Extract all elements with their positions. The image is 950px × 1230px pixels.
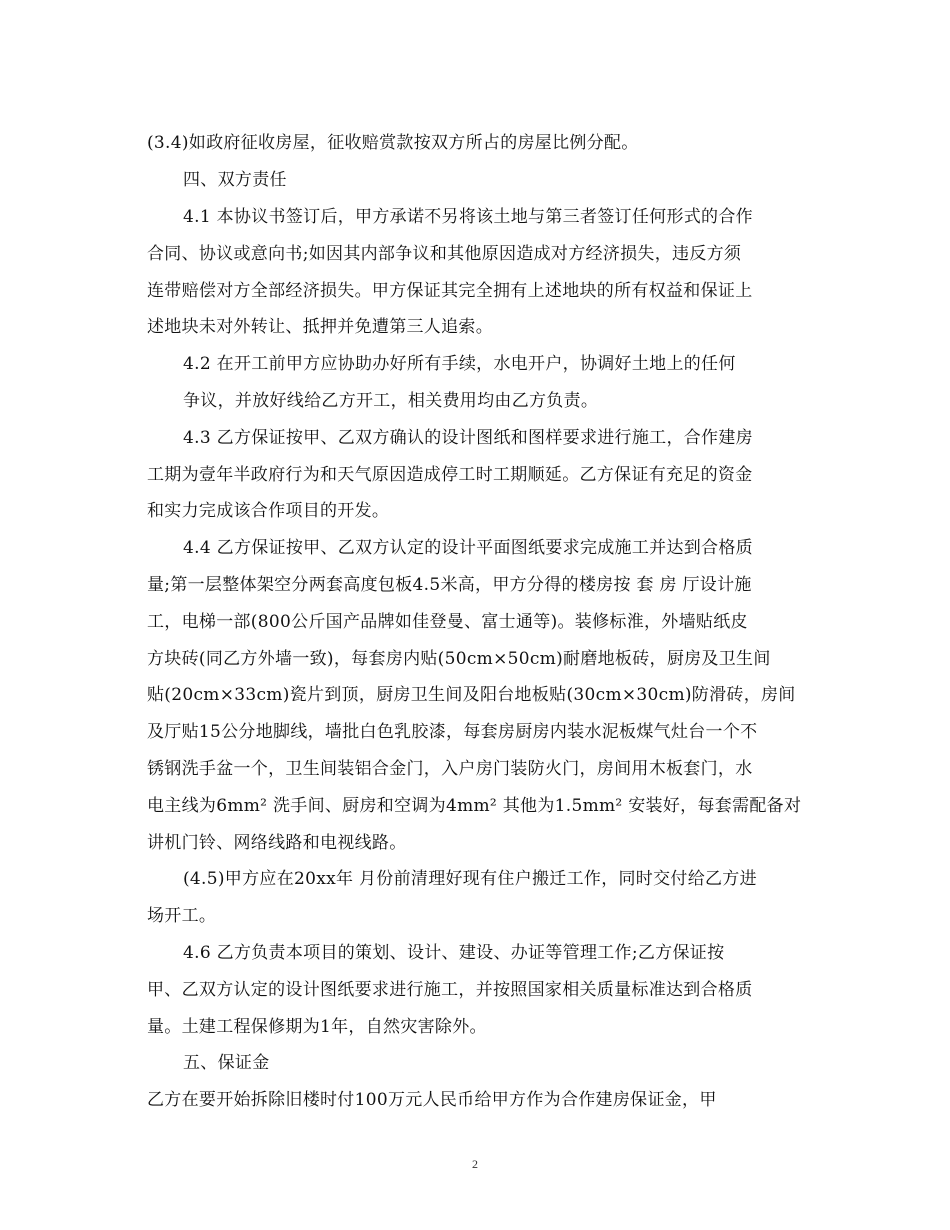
text-line: 及厅贴15公分地脚线，墙批白色乳胶漆，每套房厨房内装水泥板煤气灶台一个不: [147, 722, 758, 742]
text-line: (4.5)甲方应在20xx年 月份前清理好现有住户搬迁工作，同时交付给乙方进: [183, 869, 757, 889]
text-line: 4.3 乙方保证按甲、乙双方确认的设计图纸和图样要求进行施工，合作建房: [183, 428, 753, 448]
text-line: 4.4 乙方保证按甲、乙双方认定的设计平面图纸要求完成施工并达到合格质: [183, 538, 753, 558]
text-line: 讲机门铃、网络线路和电视线路。: [147, 833, 407, 853]
text-line: 贴(20cm×33cm)瓷片到顶，厨房卫生间及阳台地板贴(30cm×30cm)防滑砖，房间: [147, 685, 796, 705]
text-line: 4.1 本协议书签订后，甲方承诺不另将该土地与第三者签订任何形式的合作: [183, 207, 753, 227]
text-line: 述地块未对外转让、抵押并免遭第三人追索。: [147, 317, 493, 337]
text-line: 工期为壹年半政府行为和天气原因造成停工时工期顺延。乙方保证有充足的资金: [147, 465, 753, 485]
section-heading: 五、保证金: [183, 1053, 270, 1073]
text-line: 工，电梯一部(800公斤国产品牌如佳登曼、富士通等)。装修标淮，外墙贴纸皮: [147, 612, 748, 632]
text-line: 连带赔偿对方全部经济损失。甲方保证其完全拥有上述地块的所有权益和保证上: [147, 281, 753, 301]
text-line: 量。土建工程保修期为1年，自然灾害除外。: [147, 1017, 487, 1037]
text-line: 场开工。: [147, 906, 217, 926]
text-line: 乙方在要开始拆除旧楼时付100万元人民币给甲方作为合作建房保证金，甲: [147, 1090, 717, 1110]
text-line: 量;第一层整体架空分两套高度包板4.5米高，甲方分得的楼房按 套 房 厅设计施: [147, 575, 752, 595]
section-heading: 四、双方责任: [183, 170, 287, 190]
text-line: 方块砖(同乙方外墙一致)，每套房内贴(50cm×50cm)耐磨地板砖，厨房及卫生间: [147, 649, 771, 669]
text-line: 4.2 在开工前甲方应协助办好所有手续，水电开户，协调好土地上的任何: [183, 354, 736, 374]
text-line: 电主线为6mm² 洗手间、厨房和空调为4mm² 其他为1.5mm² 安装好，每套需配备对: [147, 796, 802, 816]
text-line: 合同、协议或意向书;如因其内部争议和其他原因造成对方经济损失，违反方须: [147, 244, 742, 264]
text-line: 锈钢洗手盆一个，卫生间装铝合金门，入户房门装防火门，房间用木板套门，水: [147, 759, 753, 779]
text-line: 争议，并放好线给乙方开工，相关费用均由乙方负责。: [183, 391, 599, 411]
text-line: 甲、乙双方认定的设计图纸要求进行施工，并按照国家相关质量标准达到合格质: [147, 980, 753, 1000]
text-line: 和实力完成该合作项目的开发。: [147, 501, 390, 521]
text-line: (3.4)如政府征收房屋，征收赔赏款按双方所占的房屋比例分配。: [147, 133, 639, 153]
page-number: 2: [472, 1157, 478, 1171]
text-line: 4.6 乙方负责本项目的策划、设计、建设、办证等管理工作;乙方保证按: [183, 943, 725, 963]
